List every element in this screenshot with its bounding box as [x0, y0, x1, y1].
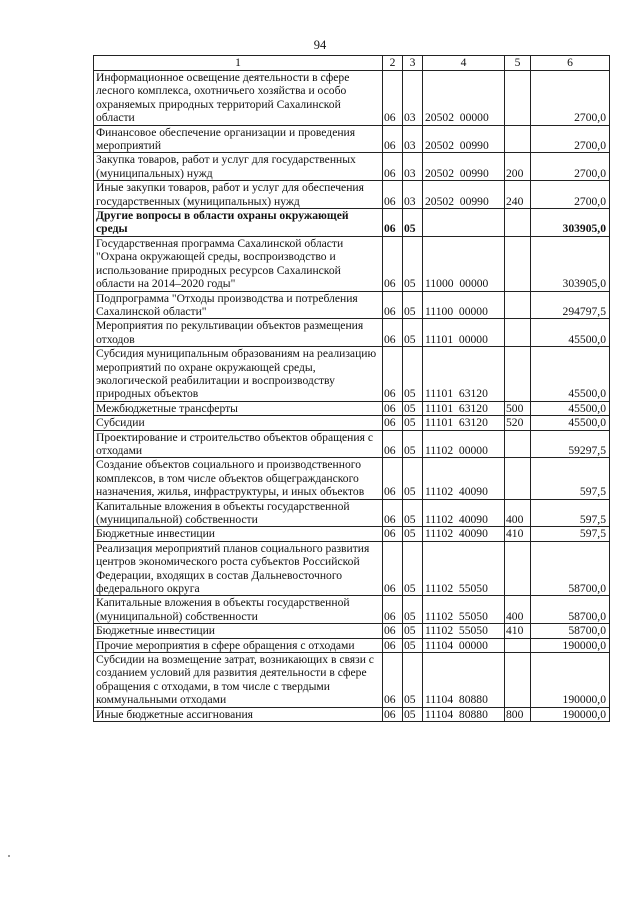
row-csr: 11000 00000 [423, 236, 505, 291]
row-name: Реализация мероприятий планов социального развития центров экономического роста субъектов Российской Федерации, входящих в состав Дальневосточного федерального округа [94, 541, 383, 596]
row-vr [505, 71, 531, 126]
row-name: Государственная программа Сахалинской области "Охрана окружающей среды, воспроизводство и использование природных ресурсов Сахалинской области на 2014–2020 годы" [94, 236, 383, 291]
row-amount: 58700,0 [531, 541, 610, 596]
row-pr: 03 [403, 181, 423, 209]
row-pr: 03 [403, 125, 423, 153]
row-rz: 06 [383, 430, 403, 458]
row-vr [505, 291, 531, 319]
table-row [94, 458, 610, 499]
row-pr: 05 [403, 653, 423, 708]
table-row [94, 707, 610, 721]
row-rz: 06 [383, 653, 403, 708]
table-row [94, 596, 610, 624]
row-csr: 11100 00000 [423, 291, 505, 319]
row-csr: 11102 40090 [423, 458, 505, 499]
table-row [94, 499, 610, 527]
table-row [94, 653, 610, 708]
row-rz: 06 [383, 638, 403, 652]
table-row [94, 153, 610, 181]
row-rz: 06 [383, 153, 403, 181]
row-pr: 05 [403, 401, 423, 415]
row-name: Иные закупки товаров, работ и услуг для обеспечения государственных (муниципальных) нужд [94, 181, 383, 209]
row-name: Закупка товаров, работ и услуг для государственных (муниципальных) нужд [94, 153, 383, 181]
row-rz: 06 [383, 596, 403, 624]
table-row [94, 638, 610, 652]
row-name: Информационное освещение деятельности в сфере лесного комплекса, охотничьего хозяйства и особо охраняемых природных территорий Сахалинской области [94, 71, 383, 126]
header-col-rz: 2 [383, 56, 403, 71]
row-csr: 11104 80880 [423, 653, 505, 708]
row-name: Капитальные вложения в объекты государственной (муниципальной) собственности [94, 499, 383, 527]
row-csr: 20502 00990 [423, 153, 505, 181]
row-amount: 2700,0 [531, 125, 610, 153]
row-csr: 11101 63120 [423, 416, 505, 430]
row-amount: 303905,0 [531, 236, 610, 291]
row-amount: 2700,0 [531, 181, 610, 209]
row-vr: 400 [505, 499, 531, 527]
row-pr: 05 [403, 707, 423, 721]
row-csr: 11104 00000 [423, 638, 505, 652]
row-rz: 06 [383, 347, 403, 402]
row-name: Создание объектов социального и производственного комплексов, в том числе объектов общегражданского назначения, жилья, инфраструктуры, и иных объектов [94, 458, 383, 499]
row-vr: 400 [505, 596, 531, 624]
row-name: Финансовое обеспечение организации и проведения мероприятий [94, 125, 383, 153]
row-rz: 06 [383, 416, 403, 430]
row-amount: 597,5 [531, 527, 610, 541]
row-csr: 11102 40090 [423, 527, 505, 541]
row-rz: 06 [383, 707, 403, 721]
row-rz: 06 [383, 125, 403, 153]
row-pr: 05 [403, 527, 423, 541]
row-pr: 05 [403, 416, 423, 430]
row-csr [423, 209, 505, 237]
scan-dot [8, 855, 10, 857]
table-row [94, 416, 610, 430]
row-name: Мероприятия по рекультивации объектов размещения отходов [94, 319, 383, 347]
row-amount: 58700,0 [531, 624, 610, 638]
row-name: Субсидии [94, 416, 383, 430]
row-vr [505, 430, 531, 458]
row-rz: 06 [383, 624, 403, 638]
row-vr: 800 [505, 707, 531, 721]
row-name: Субсидия муниципальным образованиям на реализацию мероприятий по охране окружающей среды, экологической реабилитации и воспроизводству природных объектов [94, 347, 383, 402]
page-number: 94 [313, 38, 327, 52]
row-pr: 03 [403, 71, 423, 126]
table-row [94, 125, 610, 153]
row-amount: 190000,0 [531, 653, 610, 708]
row-amount: 190000,0 [531, 707, 610, 721]
row-name: Проектирование и строительство объектов обращения с отходами [94, 430, 383, 458]
header-col-pr: 3 [403, 56, 423, 71]
row-rz: 06 [383, 291, 403, 319]
row-vr [505, 125, 531, 153]
table-row [94, 209, 610, 237]
row-csr: 11101 63120 [423, 401, 505, 415]
row-vr: 240 [505, 181, 531, 209]
row-csr: 11104 80880 [423, 707, 505, 721]
row-amount: 597,5 [531, 499, 610, 527]
row-vr: 410 [505, 624, 531, 638]
row-vr: 410 [505, 527, 531, 541]
row-csr: 11101 63120 [423, 347, 505, 402]
row-csr: 11102 55050 [423, 596, 505, 624]
row-amount: 59297,5 [531, 430, 610, 458]
row-pr: 05 [403, 347, 423, 402]
row-name: Иные бюджетные ассигнования [94, 707, 383, 721]
header-col-vr: 5 [505, 56, 531, 71]
row-csr: 20502 00990 [423, 125, 505, 153]
row-name: Подпрограмма "Отходы производства и потребления Сахалинской области" [94, 291, 383, 319]
row-amount: 45500,0 [531, 401, 610, 415]
row-rz: 06 [383, 236, 403, 291]
header-col-csr: 4 [423, 56, 505, 71]
row-vr [505, 458, 531, 499]
table-row [94, 181, 610, 209]
row-rz: 06 [383, 181, 403, 209]
row-csr: 11102 55050 [423, 541, 505, 596]
table-body [94, 71, 610, 722]
row-vr [505, 638, 531, 652]
table-row [94, 319, 610, 347]
table-row [94, 401, 610, 415]
row-amount: 58700,0 [531, 596, 610, 624]
row-csr: 20502 00000 [423, 71, 505, 126]
table-row [94, 624, 610, 638]
row-csr: 20502 00990 [423, 181, 505, 209]
row-pr: 05 [403, 638, 423, 652]
budget-table [93, 55, 610, 722]
row-rz: 06 [383, 527, 403, 541]
row-rz: 06 [383, 541, 403, 596]
row-amount: 190000,0 [531, 638, 610, 652]
row-amount: 303905,0 [531, 209, 610, 237]
row-vr [505, 209, 531, 237]
row-name: Капитальные вложения в объекты государственной (муниципальной) собственности [94, 596, 383, 624]
row-name: Другие вопросы в области охраны окружающей среды [94, 209, 383, 237]
row-pr: 05 [403, 236, 423, 291]
row-amount: 294797,5 [531, 291, 610, 319]
table-row [94, 527, 610, 541]
row-name: Межбюджетные трансферты [94, 401, 383, 415]
row-vr [505, 653, 531, 708]
table-row [94, 430, 610, 458]
row-pr: 05 [403, 624, 423, 638]
table-row [94, 71, 610, 126]
row-pr: 05 [403, 319, 423, 347]
row-amount: 2700,0 [531, 153, 610, 181]
row-pr: 05 [403, 596, 423, 624]
table-row [94, 291, 610, 319]
row-amount: 597,5 [531, 458, 610, 499]
row-vr [505, 541, 531, 596]
row-name: Субсидии на возмещение затрат, возникающих в связи с созданием условий для развития деятельности в сфере обращения с отходами, в том числе с твердыми коммунальными отходами [94, 653, 383, 708]
header-col-name: 1 [94, 56, 383, 71]
row-amount: 45500,0 [531, 416, 610, 430]
header-col-amount: 6 [531, 56, 610, 71]
row-csr: 11101 00000 [423, 319, 505, 347]
row-pr: 05 [403, 458, 423, 499]
row-rz: 06 [383, 71, 403, 126]
row-csr: 11102 55050 [423, 624, 505, 638]
row-rz: 06 [383, 401, 403, 415]
table-row [94, 347, 610, 402]
row-rz: 06 [383, 499, 403, 527]
row-name: Прочие мероприятия в сфере обращения с отходами [94, 638, 383, 652]
header-row [94, 56, 610, 71]
row-vr: 200 [505, 153, 531, 181]
row-rz: 06 [383, 458, 403, 499]
row-csr: 11102 40090 [423, 499, 505, 527]
row-rz: 06 [383, 209, 403, 237]
row-pr: 05 [403, 291, 423, 319]
row-name: Бюджетные инвестиции [94, 624, 383, 638]
row-amount: 45500,0 [531, 347, 610, 402]
row-csr: 11102 00000 [423, 430, 505, 458]
row-vr [505, 236, 531, 291]
row-vr: 520 [505, 416, 531, 430]
row-vr [505, 347, 531, 402]
row-pr: 05 [403, 430, 423, 458]
row-pr: 05 [403, 209, 423, 237]
row-pr: 05 [403, 499, 423, 527]
row-amount: 45500,0 [531, 319, 610, 347]
table-row [94, 541, 610, 596]
row-name: Бюджетные инвестиции [94, 527, 383, 541]
row-pr: 05 [403, 541, 423, 596]
row-vr: 500 [505, 401, 531, 415]
row-amount: 2700,0 [531, 71, 610, 126]
row-rz: 06 [383, 319, 403, 347]
table-row [94, 236, 610, 291]
row-pr: 03 [403, 153, 423, 181]
row-vr [505, 319, 531, 347]
